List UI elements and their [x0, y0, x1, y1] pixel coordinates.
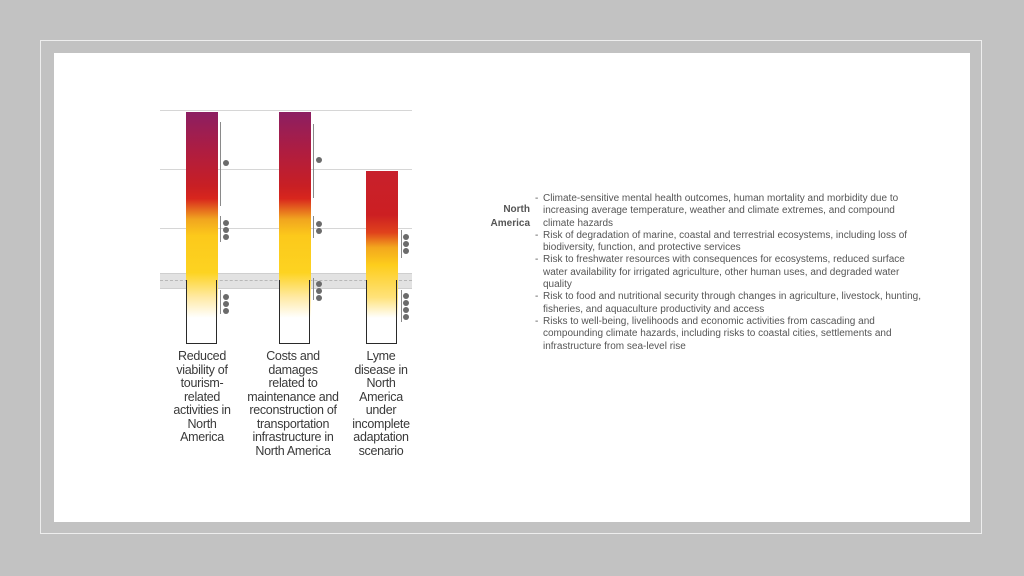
confidence-dot — [223, 234, 229, 240]
ember-outline-transportation — [279, 280, 310, 344]
confidence-dot — [223, 227, 229, 233]
confidence-dot — [316, 157, 322, 163]
risk-item: - Risk to food and nutritional security through changes in agriculture, livestock, hunting, fisheries, and aquaculture productivity and access — [534, 291, 924, 316]
confidence-bracket — [220, 216, 221, 242]
confidence-dot — [316, 295, 322, 301]
risk-item: - Risk of degradation of marine, coastal and terrestrial ecosystems, including loss of biodiversity, function, and protective services — [534, 230, 924, 255]
confidence-dot — [223, 294, 229, 300]
risk-item: - Risks to well-being, livelihoods and economic activities from cascading and compounding climate hazards, including risks to coastal cities, settlements and infrastructure from sea-level rise — [534, 316, 924, 353]
confidence-dot — [403, 314, 409, 320]
confidence-bracket — [401, 230, 402, 258]
category-label-tourism: Reduced viability of tourism- related activities in North America — [173, 349, 231, 444]
ember-outline-tourism — [186, 280, 217, 344]
risk-item: - Risk to freshwater resources with consequences for ecosystems, reduced surface water availability for irrigated agriculture, other human uses, and degraded water quality — [534, 254, 924, 291]
confidence-dot — [403, 300, 409, 306]
confidence-bracket — [313, 216, 314, 238]
confidence-dot — [403, 241, 409, 247]
confidence-dot — [403, 307, 409, 313]
region-title: North America — [490, 204, 530, 229]
confidence-bracket — [220, 122, 221, 206]
confidence-bracket — [313, 124, 314, 198]
ember-outline-lyme — [366, 280, 397, 344]
confidence-dot — [223, 220, 229, 226]
risk-item: - Climate-sensitive mental health outcomes, human mortality and morbidity due to increasing average temperature, weather and climate extremes, and compound climate hazards — [534, 193, 924, 230]
confidence-dot — [223, 301, 229, 307]
confidence-bracket — [220, 290, 221, 314]
category-label-transportation: Costs and damages related to maintenance and reconstruction of transportation infrastructure in North America — [247, 349, 339, 458]
confidence-dot — [403, 248, 409, 254]
confidence-dot — [223, 160, 229, 166]
confidence-dot — [316, 221, 322, 227]
gridline — [160, 110, 412, 111]
confidence-bracket — [401, 290, 402, 322]
burning-embers-chart — [160, 108, 418, 468]
confidence-bracket — [313, 278, 314, 300]
confidence-dot — [403, 234, 409, 240]
category-label-lyme: Lyme disease in North America under incomplete adaptation scenario — [352, 349, 410, 458]
risk-list — [534, 193, 924, 353]
confidence-dot — [316, 281, 322, 287]
confidence-dot — [223, 308, 229, 314]
confidence-dot — [316, 288, 322, 294]
confidence-dot — [403, 293, 409, 299]
confidence-dot — [316, 228, 322, 234]
